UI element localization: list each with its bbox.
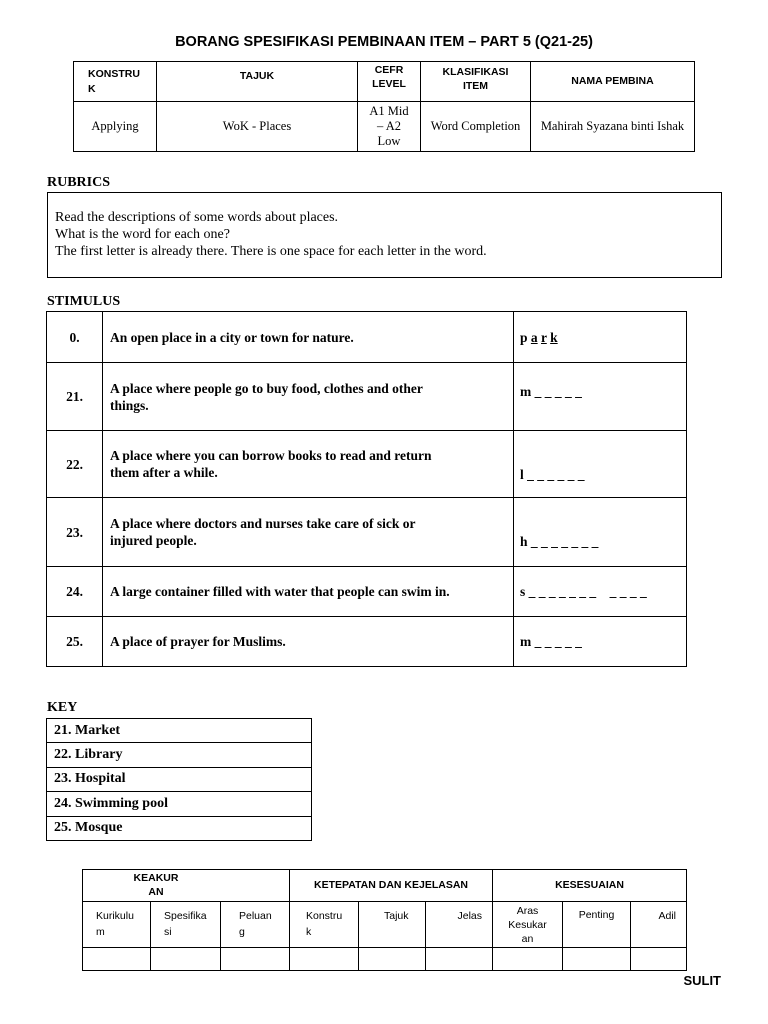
item-number: 22.	[47, 431, 103, 498]
specification-data-row	[74, 102, 695, 152]
item-description: A place where people go to buy food, clothes and other things.	[103, 363, 514, 431]
item-description: A place where doctors and nurses take care of sick or injured people.	[103, 498, 514, 567]
answer-blanks: l _ _ _ _ _ _	[514, 431, 687, 498]
review-cell	[290, 947, 359, 970]
review-cell	[359, 947, 426, 970]
stimulus-item-row	[47, 363, 687, 431]
stimulus-item-row	[47, 431, 687, 498]
tajuk-value: WoK - Places	[157, 102, 358, 152]
stimulus-item-row	[47, 617, 687, 667]
stimulus-table	[46, 311, 687, 667]
review-cell	[426, 947, 493, 970]
review-group-row	[83, 870, 687, 902]
key-item: 21. Market	[47, 719, 312, 743]
konstruk-value: Applying	[74, 102, 157, 152]
key-heading: KEY	[47, 700, 78, 715]
item-description: A large container filled with water that people can swim in.	[103, 567, 514, 617]
item-number: 21.	[47, 363, 103, 431]
header-tajuk: TAJUK	[157, 62, 358, 102]
review-subheader-row	[83, 902, 687, 948]
stimulus-item-row	[47, 498, 687, 567]
answer-blanks: s _ _ _ _ _ _ _ _ _ _ _	[514, 567, 687, 617]
item-number: 0.	[47, 312, 103, 363]
answer-blanks: h _ _ _ _ _ _ _	[514, 498, 687, 567]
stimulus-item-row	[47, 567, 687, 617]
review-cell	[631, 947, 687, 970]
rubric-line: What is the word for each one?	[55, 227, 230, 242]
sub-spesifikasi: Spesifika si	[151, 902, 221, 948]
document-title: BORANG SPESIFIKASI PEMBINAAN ITEM – PART 5 (Q21-25)	[175, 34, 593, 50]
cefr-level-value: A1 Mid – A2 Low	[358, 102, 421, 152]
key-item: 22. Library	[47, 743, 312, 767]
review-cell	[563, 947, 631, 970]
review-cell	[151, 947, 221, 970]
sub-penting: Penting	[563, 902, 631, 948]
header-cefr-level: CEFR LEVEL	[358, 62, 421, 102]
review-cell	[493, 947, 563, 970]
key-item: 25. Mosque	[47, 816, 312, 840]
item-number: 24.	[47, 567, 103, 617]
sub-kurikulum: Kurikulu m	[83, 902, 151, 948]
sub-tajuk: Tajuk	[359, 902, 426, 948]
item-description: An open place in a city or town for nature.	[103, 312, 514, 363]
key-item: 23. Hospital	[47, 767, 312, 791]
item-description: A place of prayer for Muslims.	[103, 617, 514, 667]
group-ketepatan-dan-kejelasan: KETEPATAN DAN KEJELASAN	[290, 870, 493, 902]
nama-pembina-value: Mahirah Syazana binti Ishak	[531, 102, 695, 152]
answer-blanks: m _ _ _ _ _	[514, 363, 687, 431]
rubrics-box	[47, 192, 722, 278]
stimulus-heading: STIMULUS	[47, 294, 121, 309]
item-number: 25.	[47, 617, 103, 667]
review-blank-row	[83, 947, 687, 970]
review-table	[82, 869, 687, 971]
review-cell	[83, 947, 151, 970]
specification-table	[73, 61, 695, 152]
rubrics-heading: RUBRICS	[47, 175, 111, 190]
header-nama-pembina: NAMA PEMBINA	[531, 62, 695, 102]
rubric-line: Read the descriptions of some words about places.	[55, 210, 339, 225]
sub-konstruk: Konstru k	[290, 902, 359, 948]
sub-aras-kesukaran: Aras Kesukar an	[493, 902, 563, 948]
item-description: A place where you can borrow books to read and return them after a while.	[103, 431, 514, 498]
rubric-line: The first letter is already there. There is one space for each letter in the word.	[55, 244, 487, 259]
answer-blanks: m _ _ _ _ _	[514, 617, 687, 667]
sub-adil: Adil	[631, 902, 687, 948]
header-konstruk: KONSTRU K	[74, 62, 157, 102]
item-number: 23.	[47, 498, 103, 567]
klasifikasi-value: Word Completion	[421, 102, 531, 152]
review-cell	[221, 947, 290, 970]
classification-label: SULIT	[683, 973, 721, 988]
stimulus-example-row	[47, 312, 687, 363]
group-keakuran: KEAKUR AN	[83, 870, 290, 902]
header-klasifikasi-item: KLASIFIKASI ITEM	[421, 62, 531, 102]
sub-jelas: Jelas	[426, 902, 493, 948]
example-answer: p a r k	[514, 312, 687, 363]
group-kesesuaian: KESESUAIAN	[493, 870, 687, 902]
key-item: 24. Swimming pool	[47, 792, 312, 816]
answer-key-table	[46, 718, 312, 841]
specification-header-row	[74, 62, 695, 102]
sub-peluang: Peluan g	[221, 902, 290, 948]
